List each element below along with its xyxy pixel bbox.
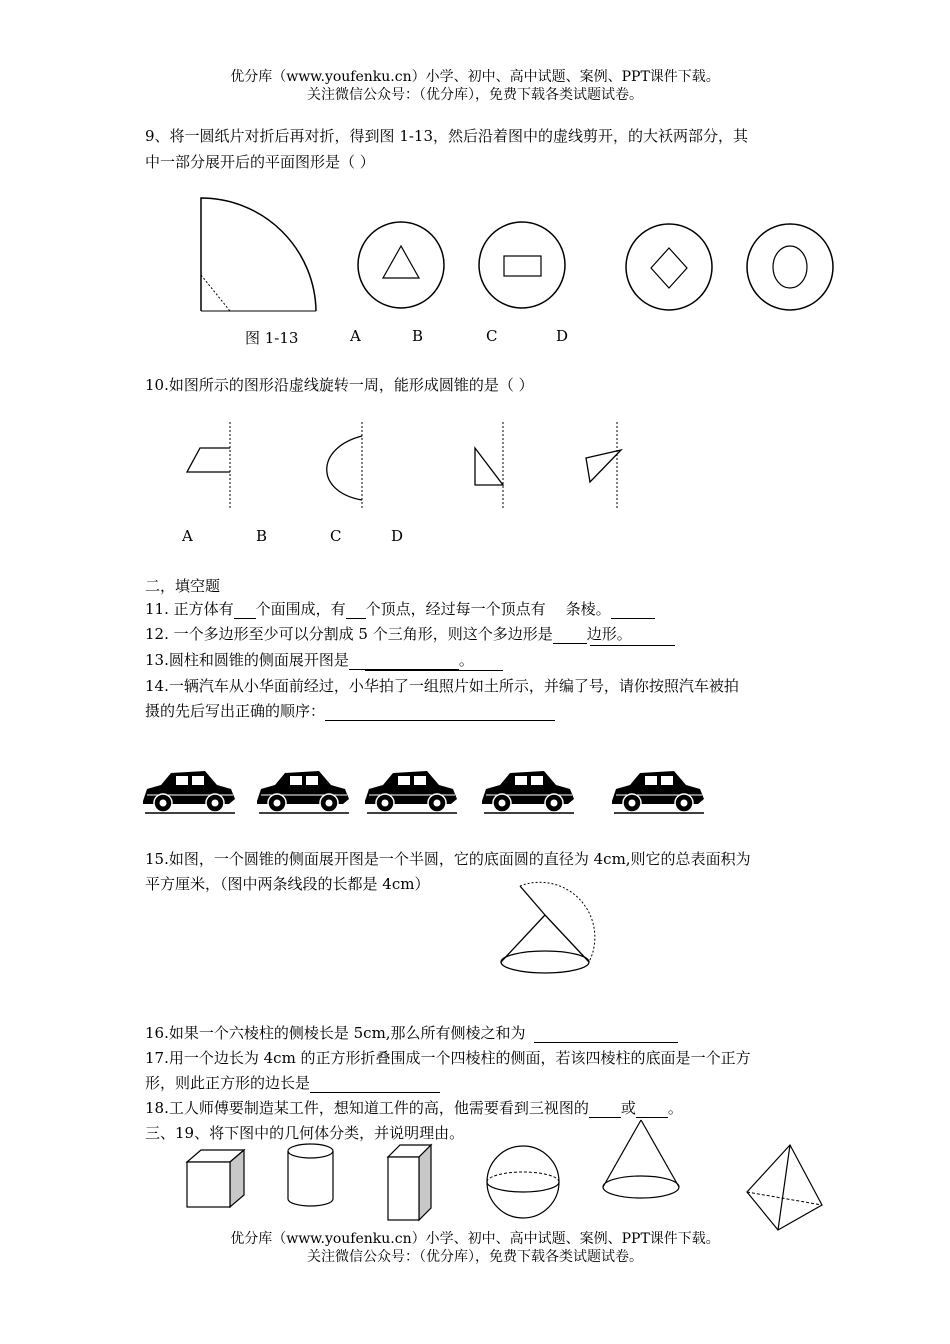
q9-option-a: A bbox=[350, 327, 361, 345]
cylinder-shape bbox=[288, 1144, 333, 1206]
rectangular-prism-shape bbox=[388, 1145, 431, 1220]
q10-option-d: D bbox=[391, 527, 404, 545]
q9-option-b: B bbox=[412, 327, 424, 345]
q15-line-1: 15.如图，一个圆锥的侧面展开图是一个半圆，它的底面圆的直径为 4cm,则它的总表面积为 bbox=[145, 850, 751, 868]
q18: 18.工人师傅要制造某工件，想知道工件的高，他需要看到三视图的 或 。 bbox=[145, 1099, 683, 1117]
footer-line-1: 优分库（www.youfenku.cn）小学、初中、高中试题、案例、PPT课件下载。 bbox=[230, 1231, 720, 1247]
cone-shape bbox=[603, 1120, 679, 1198]
q14-line-2: 摄的先后写出正确的顺序： bbox=[145, 701, 555, 721]
q17-line-2: 形，则此正方形的边长是 bbox=[145, 1073, 440, 1093]
q11: 11. 正方体有 个面围成，有 个顶点，经过每一个顶点有 条棱。 bbox=[145, 599, 655, 619]
q9-option-d: D bbox=[556, 327, 569, 345]
q9-option-c: C bbox=[486, 327, 498, 345]
header-line-2: 关注微信公众号：（优分库），免费下载各类试题试卷。 bbox=[307, 87, 643, 103]
q12: 12. 一个多边形至少可以分割成 5 个三角形，则这个多边形是 边形。 bbox=[145, 625, 632, 643]
header-line-1: 优分库（www.youfenku.cn）小学、初中、高中试题、案例、PPT课件下载。 bbox=[230, 69, 720, 85]
q15-line-2: 平方厘米，（图中两条线段的长都是 4cm） bbox=[145, 875, 430, 893]
q14-line-1: 14.一辆汽车从小华面前经过，小华拍了一组照片如土所示，并编了号，请你按照汽车被拍 bbox=[145, 677, 739, 695]
q13: 13.圆柱和圆锥的侧面展开图是 。 bbox=[145, 651, 474, 669]
tetrahedron-shape bbox=[747, 1145, 822, 1230]
q9-line-1: 9、将一圆纸片对折后再对折，得到图 1-13，然后沿着图中的虚线剪开，的大袄两部分，其 bbox=[145, 127, 749, 145]
q10-option-c: C bbox=[330, 527, 342, 545]
fig-1-13-label: 图 1-13 bbox=[245, 329, 299, 347]
cube-shape bbox=[187, 1150, 244, 1207]
q16: 16.如果一个六棱柱的侧棱长是 5cm,那么所有侧棱之和为 bbox=[145, 1023, 678, 1043]
q9-line-2: 中一部分展开后的平面图形是（ ） bbox=[145, 153, 375, 171]
q10-option-a: A bbox=[182, 527, 193, 545]
section-2-title: 二，填空题 bbox=[145, 577, 221, 595]
q10-option-b: B bbox=[256, 527, 268, 545]
sphere-shape bbox=[487, 1146, 559, 1218]
q17-line-1: 17.用一个边长为 4cm 的正方形折叠围成一个四棱柱的侧面，若该四棱柱的底面是一个正方 bbox=[145, 1049, 751, 1067]
section-3-title: 三、19、将下图中的几何体分类，并说明理由。 bbox=[145, 1124, 465, 1142]
footer-line-2: 关注微信公众号：（优分库），免费下载各类试题试卷。 bbox=[307, 1249, 643, 1265]
q10-text: 10.如图所示的图形沿虚线旋转一周，能形成圆锥的是（ ） bbox=[145, 376, 534, 394]
